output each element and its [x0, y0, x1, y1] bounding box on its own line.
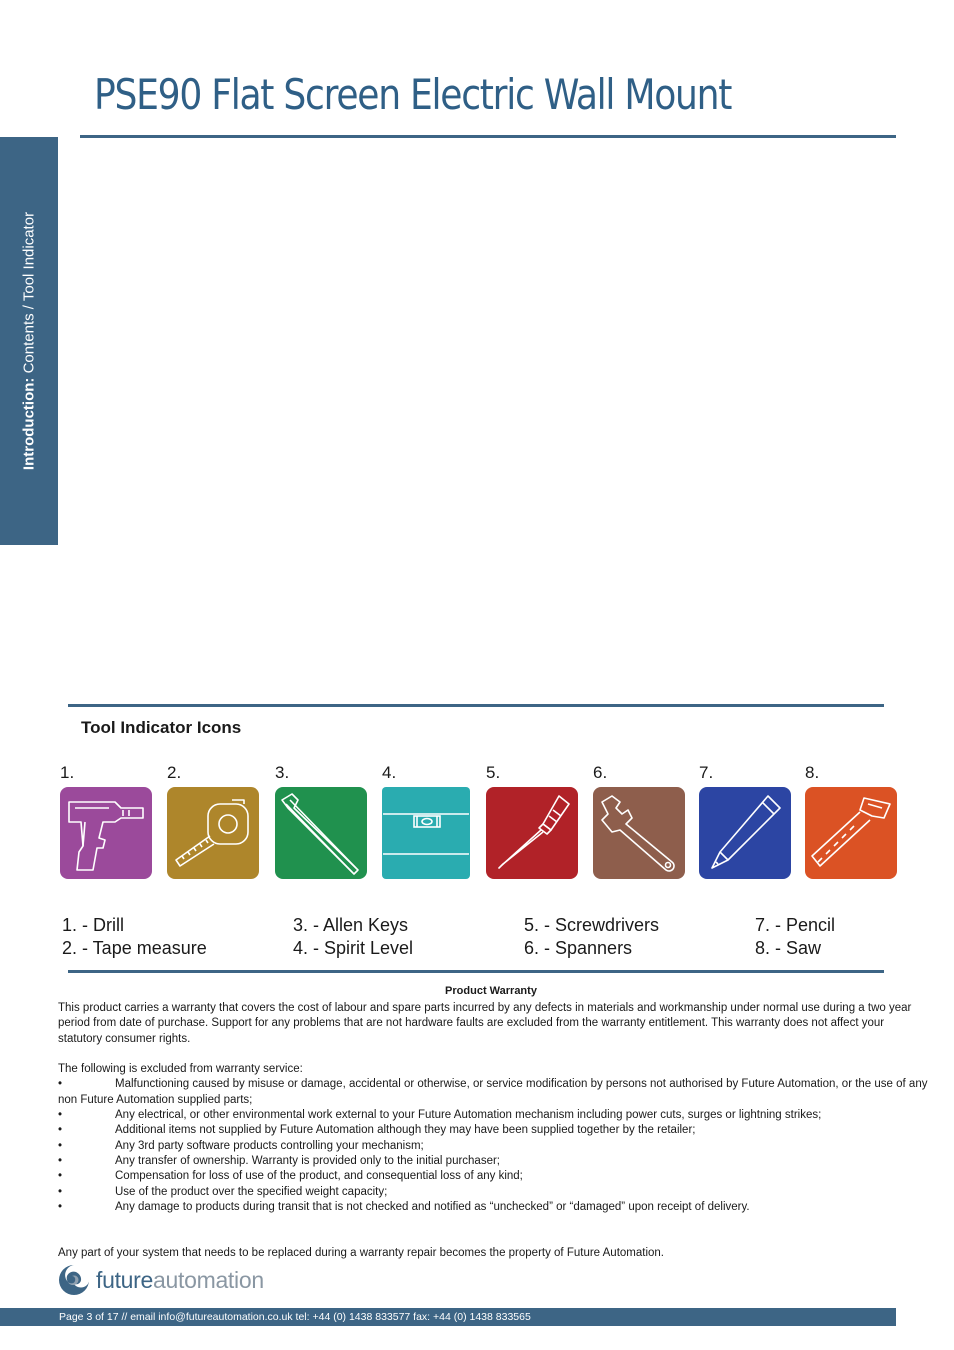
warranty-closing: Any part of your system that needs to be replaced during a warranty repair becomes the property of Future Automation.	[58, 1246, 664, 1259]
warranty-bullet	[58, 1154, 928, 1169]
tool-number: 5.	[486, 763, 501, 782]
screwdriver-icon	[489, 790, 575, 876]
bullet-dot: •	[58, 1078, 63, 1091]
warranty-bullet	[58, 1200, 928, 1215]
tool-number: 6.	[593, 763, 608, 782]
legend-item: 6. - Spanners	[524, 938, 633, 958]
legend-item: 7. - Pencil	[755, 915, 836, 935]
page-title: PSE90 Flat Screen Electric Wall Mount	[94, 70, 732, 119]
tool-pencil	[699, 763, 795, 879]
allen-keys-icon	[278, 790, 364, 876]
legend-item: 2. - Tape measure	[62, 938, 207, 958]
tool-screwdriver	[486, 763, 582, 879]
tool-number: 1.	[60, 763, 75, 782]
spirit-level-icon	[383, 790, 469, 876]
section-tab-label	[21, 212, 38, 470]
footer-text: Page 3 of 17 // email info@futureautomation.co.uk tel: +44 (0) 1438 833577 fax: +44 (0) 1438 833565	[59, 1311, 531, 1323]
tool-allen-keys	[275, 763, 371, 879]
bullet-text: Any transfer of ownership. Warranty is provided only to the initial purchaser;	[115, 1154, 501, 1167]
logo-swirl-icon	[56, 1262, 92, 1298]
bullet-dot: •	[58, 1185, 63, 1198]
warranty-bullet	[58, 1123, 928, 1138]
bullet-dot: •	[58, 1200, 63, 1213]
pencil-icon	[702, 790, 788, 876]
tool-number: 4.	[382, 763, 397, 782]
title-divider	[80, 135, 896, 138]
tool-number: 7.	[699, 763, 714, 782]
warranty-bullet	[58, 1077, 928, 1108]
tool-saw	[805, 763, 901, 879]
tool-tile	[275, 787, 367, 879]
tool-tile	[805, 787, 897, 879]
tool-tile	[382, 787, 470, 879]
legend-item: 1. - Drill	[62, 915, 124, 935]
tools-heading: Tool Indicator Icons	[81, 718, 242, 737]
section-tab	[0, 137, 58, 545]
warranty-bullet	[58, 1108, 928, 1123]
page-footer	[0, 1308, 896, 1326]
bullet-dot: •	[58, 1109, 63, 1122]
warranty-bullet	[58, 1185, 928, 1200]
bullet-text: Additional items not supplied by Future Automation although they may have been supplied together by the retailer;	[115, 1124, 696, 1137]
tool-tile	[486, 787, 578, 879]
legend-item: 5. - Screwdrivers	[524, 915, 660, 935]
logo-wordmark	[96, 1267, 264, 1294]
spanner-icon	[596, 790, 682, 876]
bullet-dot: •	[58, 1139, 63, 1152]
legend-column	[62, 914, 207, 960]
warranty-bullet	[58, 1139, 928, 1154]
tool-number: 3.	[275, 763, 290, 782]
tool-spanner	[593, 763, 689, 879]
section-tab-label-bold: Introduction:	[20, 377, 38, 471]
warranty-excluded-heading: The following is excluded from warranty service:	[58, 1063, 303, 1076]
bullet-text: Use of the product over the specified weight capacity;	[115, 1185, 388, 1198]
tools-bottom-divider	[68, 970, 884, 973]
tool-number: 2.	[167, 763, 182, 782]
warranty-body	[58, 1001, 928, 1261]
legend-item: 8. - Saw	[755, 938, 822, 958]
tool-tape-measure	[167, 763, 263, 879]
bullet-dot: •	[58, 1170, 63, 1183]
legend-item: 4. - Spirit Level	[293, 938, 414, 958]
company-logo	[56, 1262, 264, 1298]
tools-top-divider	[68, 704, 884, 707]
drill-icon	[63, 790, 149, 876]
logo-word-light: automation	[153, 1266, 264, 1293]
bullet-text: Any electrical, or other environmental work external to your Future Automation mechanism including power cuts, surges or lightning strikes;	[115, 1109, 822, 1122]
legend-column	[524, 914, 659, 960]
tool-tile	[167, 787, 259, 879]
warranty-intro: This product carries a warranty that covers the cost of labour and spare parts incurred by any defects in materials and workmanship under normal use during a two year period from date of purchase. Support for any problems that are not hardware faults are excluded from the warranty entitlement. This warranty does not affect your statutory consumer rights.	[58, 1002, 912, 1045]
logo-word-strong: future	[96, 1266, 154, 1293]
tool-drill	[60, 763, 156, 879]
bullet-text: Malfunctioning caused by misuse or damage, accidental or otherwise, or service modification by persons not authorised by Future Automation, or the use of any non Future Automation supplied parts;	[58, 1078, 928, 1106]
legend-column	[755, 914, 835, 960]
saw-icon	[808, 790, 894, 876]
tool-spirit-level	[382, 763, 478, 879]
warranty-title: Product Warranty	[445, 985, 537, 997]
section-tab-label-rest: Contents / Tool Indicator	[20, 211, 38, 378]
bullet-dot: •	[58, 1124, 63, 1137]
bullet-text: Any damage to products during transit that is not checked and notified as “unchecked” or “damaged” upon receipt of delivery.	[115, 1200, 750, 1213]
bullet-text: Compensation for loss of use of the product, and consequential loss of any kind;	[115, 1170, 523, 1183]
tool-tile	[699, 787, 791, 879]
bullet-dot: •	[58, 1154, 63, 1167]
legend-column	[293, 914, 413, 960]
warranty-bullet	[58, 1169, 928, 1184]
tool-number: 8.	[805, 763, 820, 782]
tool-tile	[60, 787, 152, 879]
legend-item: 3. - Allen Keys	[293, 915, 409, 935]
tool-tile	[593, 787, 685, 879]
tape-measure-icon	[170, 790, 256, 876]
bullet-text: Any 3rd party software products controlling your mechanism;	[115, 1139, 424, 1152]
